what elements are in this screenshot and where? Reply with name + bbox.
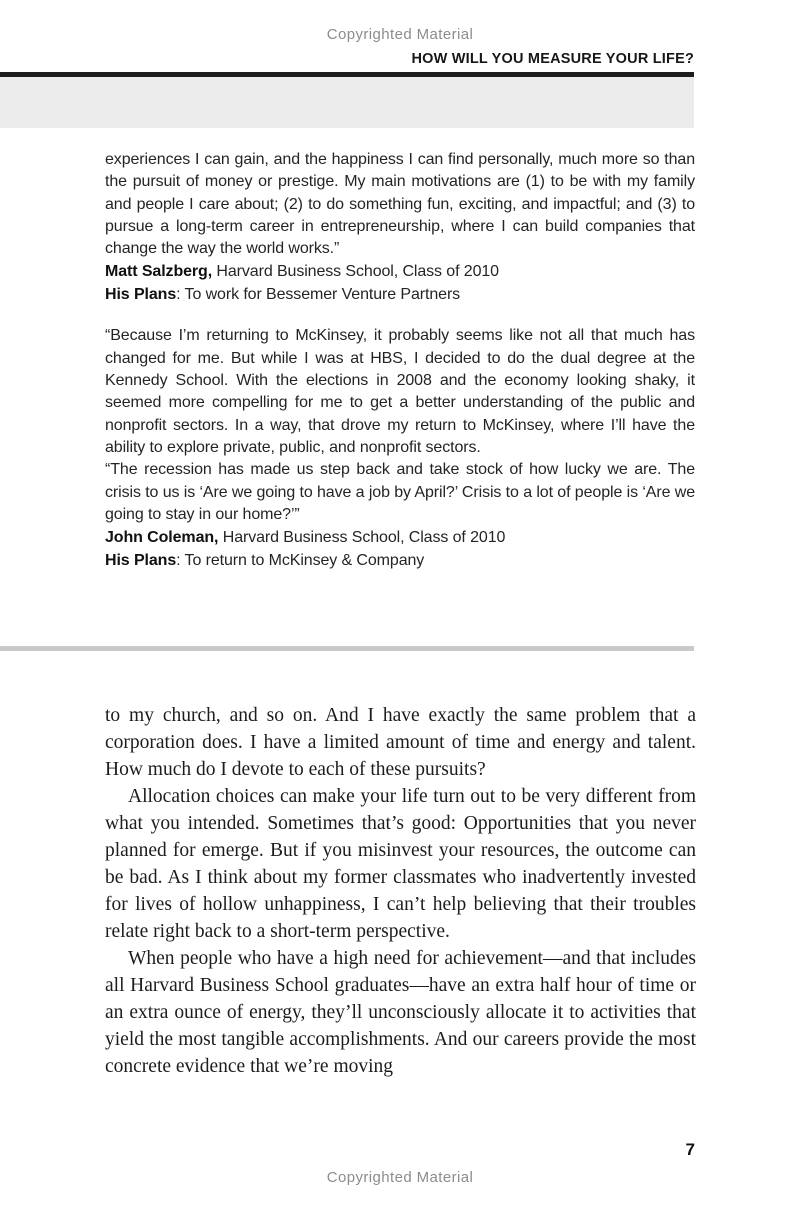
attribution-plans-text: : To work for Bessemer Venture Partners (176, 286, 461, 304)
attribution-name: John Coleman, (105, 529, 219, 547)
attribution-plans-line (105, 549, 695, 572)
copyright-notice-bottom: Copyrighted Material (326, 1169, 474, 1186)
attribution-plans-line (105, 283, 695, 306)
excerpt-paragraph-1: experiences I can gain, and the happiness I can find personally, much more so than the pursuit of money or prestige. My main motivations are (1) to be with my family and people I care about; (2) to do something fun, exciting, and impactful; and (3) to pursue a long-term career in entrepreneurship, where I can build companies that change the way the world works.” (105, 151, 695, 258)
attribution-name: Matt Salzberg, (105, 263, 213, 281)
body-paragraph-2: Allocation choices can make your life turn out to be very different from what you intended. Sometimes that’s good: Opportunities that you never planned for emerge. But if you misinvest your resources, the outcome can be bad. As I think about my former classmates who inadvertently invested for lives of hollow unhappiness, I can’t help believing that their troubles relate right back to a short-term perspective. (105, 786, 696, 942)
student-quotes-section (105, 149, 695, 572)
excerpt-paragraph-3: “The recession has made us step back and take stock of how lucky we are. The crisis to us is ‘Are we going to have a job by April?’ Crisis to a lot of people is ‘Are we going to stay in our home?’” (105, 461, 695, 523)
body-paragraph-3: When people who have a high need for achievement—and that includes all Harvard Business School graduates—have an extra half hour of time or an extra ounce of energy, they’ll unconsciously allocate it to activities that yield the most tangible accomplishments. And our careers provide the most concrete evidence that we’re moving (105, 948, 696, 1077)
attribution-plans-text: : To return to McKinsey & Company (176, 552, 425, 570)
attribution-john-coleman (105, 526, 695, 572)
section-divider-rule (0, 646, 694, 651)
running-header-title: HOW WILL YOU MEASURE YOUR LIFE? (411, 51, 694, 67)
header-band-gray (0, 77, 694, 128)
attribution-plans-label: His Plans (105, 286, 177, 304)
body-paragraph-1: to my church, and so on. And I have exactly the same problem that a corporation does. I have a limited amount of time and energy and talent. How much do I devote to each of these pursuits? (105, 705, 696, 780)
page-number: 7 (685, 1140, 695, 1159)
main-body-text (105, 702, 696, 1080)
attribution-matt-salzberg (105, 260, 695, 306)
attribution-school: Harvard Business School, Class of 2010 (212, 263, 499, 281)
copyright-notice-top: Copyrighted Material (326, 26, 474, 43)
excerpt-paragraph-2: “Because I’m returning to McKinsey, it probably seems like not all that much has changed for me. But while I was at HBS, I decided to do the dual degree at the Kennedy School. With the elections in 2008 and the economy looking shaky, it seemed more compelling for me to get a better understanding of the public and nonprofit sectors. In a way, that drove my return to McKinsey, where I’ll have the ability to explore private, public, and nonprofit sectors. (105, 327, 695, 456)
attribution-plans-label: His Plans (105, 552, 177, 570)
attribution-school: Harvard Business School, Class of 2010 (218, 529, 506, 547)
attribution-name-line (105, 260, 695, 283)
attribution-name-line (105, 526, 695, 549)
